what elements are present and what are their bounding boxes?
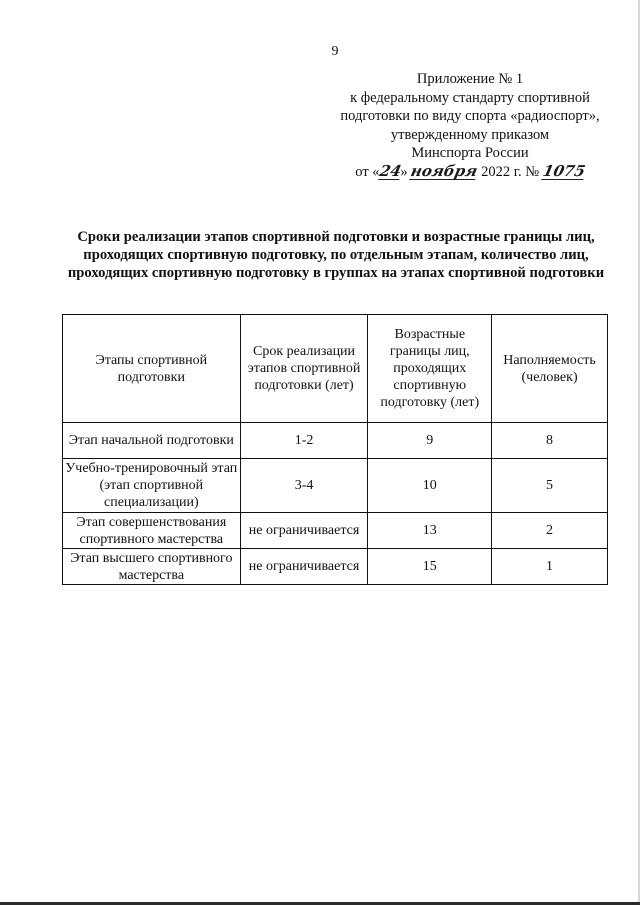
document-title: Сроки реализации этапов спортивной подготовки и возрастные границы лиц, проходящих спортивную подготовку, по отдельным этапам, количество лиц, проходящих спортивную подготовку в группах на этапах спортивной подготовки [67, 229, 605, 281]
appendix-line-2: к федеральному стандарту спортивной [350, 89, 590, 106]
table-row [63, 423, 608, 459]
appendix-line-3: подготовки по виду спорта «радиоспорт», [340, 108, 600, 124]
appendix-line-1: Приложение № 1 [416, 71, 524, 87]
handwritten-order-number: 1075 [541, 161, 587, 180]
year-text: 2022 г. № [481, 163, 540, 180]
header-duration: Срок реализации этапов спортивной подготовки (лет) [240, 315, 368, 423]
cell-group-size: 1 [492, 549, 608, 585]
table-header-row [63, 315, 608, 423]
table-row [63, 459, 608, 513]
header-stage: Этапы спортивной подготовки [63, 315, 241, 423]
date-prefix: от « [355, 163, 380, 180]
cell-age: 10 [368, 459, 492, 513]
cell-duration: 3-4 [240, 459, 368, 513]
cell-group-size: 8 [492, 423, 608, 459]
date-quote-close: » [400, 163, 408, 180]
cell-stage: Этап начальной подготовки [63, 423, 241, 459]
cell-stage: Учебно-тренировочный этап (этап спортивной специализации) [63, 459, 241, 513]
handwritten-month: ноября [409, 161, 480, 180]
table-row [63, 513, 608, 549]
cell-stage: Этап высшего спортивного мастерства [63, 549, 241, 585]
appendix-line-4: утвержденному приказом [390, 126, 550, 143]
order-date-line [320, 163, 620, 182]
header-age-limits: Возрастные границы лиц, проходящих спортивную подготовку (лет) [368, 315, 492, 423]
cell-group-size: 5 [492, 459, 608, 513]
handwritten-day: 24 [377, 161, 403, 180]
header-group-size: Наполняемость (человек) [492, 315, 608, 423]
cell-duration: 1-2 [240, 423, 368, 459]
table-row [63, 549, 608, 585]
cell-stage: Этап совершенствования спортивного мастерства [63, 513, 241, 549]
cell-age: 13 [368, 513, 492, 549]
appendix-header [320, 70, 620, 181]
page-number: 9 [331, 44, 339, 59]
cell-age: 9 [368, 423, 492, 459]
stages-table [62, 314, 608, 585]
appendix-line-5: Минспорта России [411, 145, 529, 161]
cell-group-size: 2 [492, 513, 608, 549]
cell-duration: не ограничивается [240, 513, 368, 549]
cell-age: 15 [368, 549, 492, 585]
cell-duration: не ограничивается [240, 549, 368, 585]
